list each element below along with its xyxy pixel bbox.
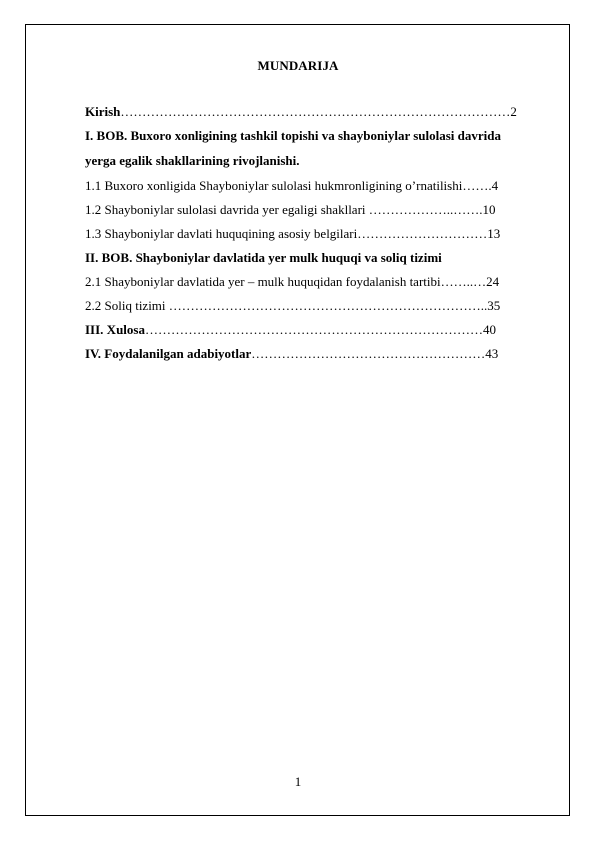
toc-page-number: 4 [491,178,499,193]
toc-leader: …………………………………………………………………… [144,322,483,337]
toc-label: Kirish [85,104,121,119]
toc-chapter-2-title: II. BOB. Shayboniylar davlatida yer mulk huquqi va soliq tizimi [85,250,442,265]
toc-label: III. Xulosa [85,322,145,337]
toc-title: MUNDARIJA [257,58,339,73]
toc-page-number: 35 [487,298,501,313]
toc-entry-text: 1.3 Shayboniylar davlati huquqining asosiy belgilari………………………… [85,226,488,241]
toc-chapter-1-title-cont: yerga egalik shakllarining rivojlanishi. [85,153,300,168]
toc-entry-text: 1.1 Buxoro xonligida Shayboniylar sulolasi hukmronligining o’rnatilishi……. [85,178,492,193]
page-number: 1 [294,774,302,789]
toc-page-number: 43 [485,346,499,361]
toc-page-number: 13 [487,226,501,241]
toc-entry-2-1 [85,274,535,290]
toc-label: IV. Foydalanilgan adabiyotlar [85,346,252,361]
toc-entry-kirish [85,104,535,120]
toc-entry-2-2 [85,298,535,314]
toc-entry-text: 2.1 Shayboniylar davlatida yer – mulk huquqidan foydalanish tartibi……..… [85,274,487,289]
toc-page-number: 2 [510,104,517,119]
toc-leader: ……………………………………………… [251,346,486,361]
toc-page-number: 10 [482,202,496,217]
toc-entry-adabiyotlar [85,346,535,362]
toc-entry-xulosa [85,322,535,338]
toc-entry-1-2 [85,202,535,218]
toc-chapter-1-title: I. BOB. Buxoro xonligining tashkil topishi va shayboniylar sulolasi davrida [85,128,502,143]
toc-leader: ……………………………………………………………………………… [120,104,511,119]
toc-entry-text: 1.2 Shayboniylar sulolasi davrida yer egaligi shakllari ………………..……. [85,202,483,217]
toc-page-number: 24 [486,274,500,289]
toc-entry-1-3 [85,226,535,242]
toc-entry-text: 2.2 Soliq tizimi ……………………………………………………………….. [85,298,488,313]
toc-entry-1-1 [85,178,535,194]
toc-page-number: 40 [482,322,496,337]
